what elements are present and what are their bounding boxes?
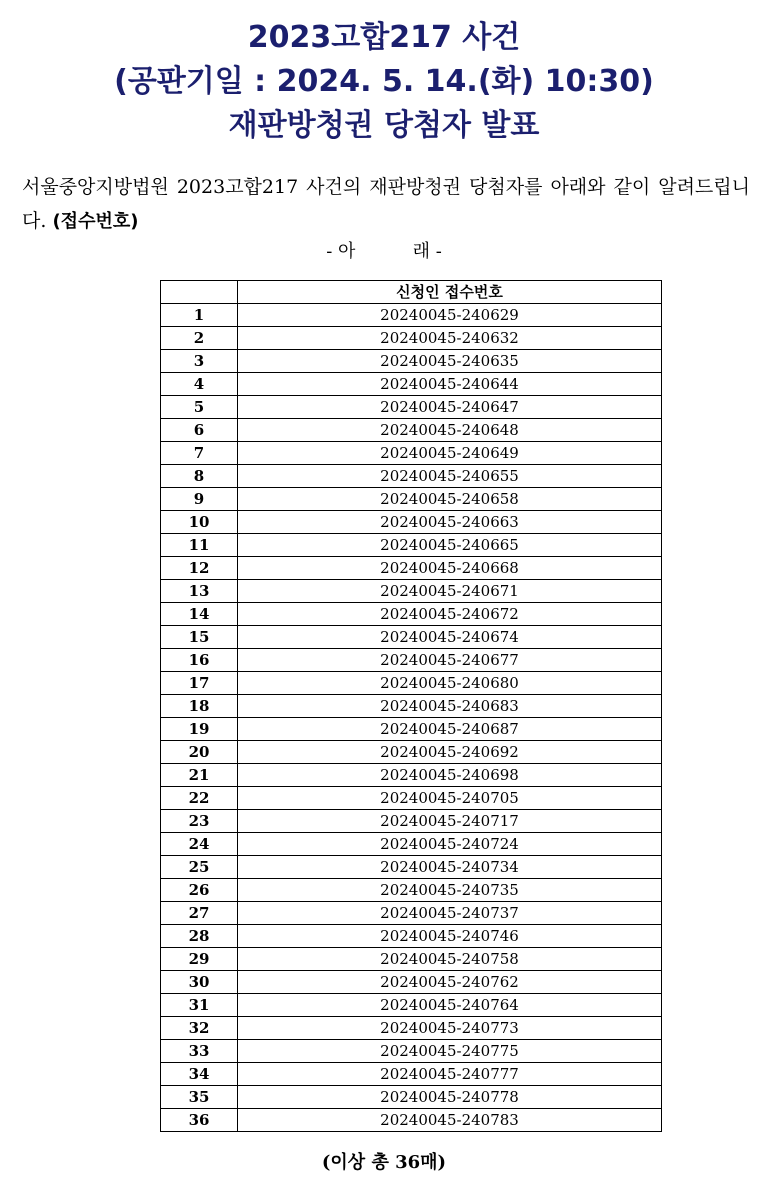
row-number: 7	[161, 442, 238, 465]
row-number: 18	[161, 695, 238, 718]
receipt-number: 20240045-240635	[238, 350, 662, 373]
receipt-number: 20240045-240671	[238, 580, 662, 603]
row-number: 2	[161, 327, 238, 350]
row-number: 24	[161, 833, 238, 856]
table-row	[161, 948, 662, 971]
table-row	[161, 810, 662, 833]
table-row	[161, 373, 662, 396]
receipt-number: 20240045-240658	[238, 488, 662, 511]
row-number: 9	[161, 488, 238, 511]
receipt-number: 20240045-240773	[238, 1017, 662, 1040]
title-announcement: 재판방청권 당첨자 발표	[228, 108, 540, 143]
row-number: 6	[161, 419, 238, 442]
row-number: 10	[161, 511, 238, 534]
receipt-number: 20240045-240644	[238, 373, 662, 396]
receipt-number: 20240045-240758	[238, 948, 662, 971]
receipt-number: 20240045-240668	[238, 557, 662, 580]
table-row	[161, 718, 662, 741]
intro-text: 서울중앙지방법원 2023고합217 사건의 재판방청권 당첨자를 아래와 같이 알려드립니다.	[22, 176, 750, 232]
table-body	[161, 304, 662, 1132]
row-number: 28	[161, 925, 238, 948]
receipt-number: 20240045-240764	[238, 994, 662, 1017]
table-row	[161, 1040, 662, 1063]
table-row	[161, 695, 662, 718]
receipt-number: 20240045-240648	[238, 419, 662, 442]
table-row	[161, 603, 662, 626]
table-row	[161, 787, 662, 810]
receipt-number: 20240045-240705	[238, 787, 662, 810]
table-row	[161, 833, 662, 856]
table-row	[161, 879, 662, 902]
row-number: 26	[161, 879, 238, 902]
row-number: 32	[161, 1017, 238, 1040]
table-row	[161, 511, 662, 534]
receipt-number: 20240045-240674	[238, 626, 662, 649]
row-number: 34	[161, 1063, 238, 1086]
row-number: 33	[161, 1040, 238, 1063]
below-label: - 아 래 -	[326, 241, 442, 262]
receipt-number: 20240045-240663	[238, 511, 662, 534]
intro-bold-suffix: (접수번호)	[52, 211, 139, 232]
row-number: 22	[161, 787, 238, 810]
row-number: 12	[161, 557, 238, 580]
row-number: 8	[161, 465, 238, 488]
receipt-number: 20240045-240665	[238, 534, 662, 557]
row-number: 13	[161, 580, 238, 603]
receipt-number: 20240045-240680	[238, 672, 662, 695]
receipt-number: 20240045-240717	[238, 810, 662, 833]
receipt-number: 20240045-240649	[238, 442, 662, 465]
receipt-number: 20240045-240734	[238, 856, 662, 879]
table-row	[161, 465, 662, 488]
footer-total: (이상 총 36매)	[321, 1152, 447, 1173]
row-number: 27	[161, 902, 238, 925]
receipt-number: 20240045-240746	[238, 925, 662, 948]
table-row	[161, 1109, 662, 1132]
table-row	[161, 741, 662, 764]
header-receipt-number: 신청인 접수번호	[238, 281, 662, 304]
receipt-number: 20240045-240778	[238, 1086, 662, 1109]
header-number	[161, 281, 238, 304]
table-row	[161, 902, 662, 925]
row-number: 31	[161, 994, 238, 1017]
table-row	[161, 1063, 662, 1086]
row-number: 36	[161, 1109, 238, 1132]
table-row	[161, 1086, 662, 1109]
receipt-number: 20240045-240777	[238, 1063, 662, 1086]
table-row	[161, 649, 662, 672]
row-number: 20	[161, 741, 238, 764]
row-number: 5	[161, 396, 238, 419]
row-number: 11	[161, 534, 238, 557]
table-row	[161, 534, 662, 557]
receipt-number: 20240045-240735	[238, 879, 662, 902]
row-number: 19	[161, 718, 238, 741]
intro-paragraph	[22, 170, 750, 239]
receipt-number: 20240045-240683	[238, 695, 662, 718]
receipt-number: 20240045-240692	[238, 741, 662, 764]
receipt-number: 20240045-240737	[238, 902, 662, 925]
title-hearing-date: (공판기일 : 2024. 5. 14.(화) 10:30)	[114, 64, 654, 99]
row-number: 1	[161, 304, 238, 327]
receipt-number: 20240045-240698	[238, 764, 662, 787]
receipt-number: 20240045-240629	[238, 304, 662, 327]
row-number: 29	[161, 948, 238, 971]
row-number: 15	[161, 626, 238, 649]
table-row	[161, 764, 662, 787]
table-row	[161, 1017, 662, 1040]
row-number: 14	[161, 603, 238, 626]
table-row	[161, 557, 662, 580]
row-number: 16	[161, 649, 238, 672]
winners-table	[160, 280, 662, 1132]
table-row	[161, 442, 662, 465]
table-row	[161, 350, 662, 373]
table-row	[161, 856, 662, 879]
table-row	[161, 396, 662, 419]
row-number: 23	[161, 810, 238, 833]
table-row	[161, 925, 662, 948]
row-number: 21	[161, 764, 238, 787]
table-row	[161, 304, 662, 327]
table-row	[161, 327, 662, 350]
table-row	[161, 994, 662, 1017]
row-number: 30	[161, 971, 238, 994]
table-row	[161, 488, 662, 511]
receipt-number: 20240045-240724	[238, 833, 662, 856]
table-row	[161, 419, 662, 442]
receipt-number: 20240045-240672	[238, 603, 662, 626]
receipt-number: 20240045-240655	[238, 465, 662, 488]
row-number: 25	[161, 856, 238, 879]
receipt-number: 20240045-240762	[238, 971, 662, 994]
receipt-number: 20240045-240677	[238, 649, 662, 672]
title-case-number: 2023고합217 사건	[247, 20, 521, 55]
table-row	[161, 580, 662, 603]
row-number: 35	[161, 1086, 238, 1109]
table-row	[161, 971, 662, 994]
table-header-row	[161, 281, 662, 304]
receipt-number: 20240045-240687	[238, 718, 662, 741]
receipt-number: 20240045-240775	[238, 1040, 662, 1063]
receipt-number: 20240045-240632	[238, 327, 662, 350]
row-number: 17	[161, 672, 238, 695]
table-row	[161, 626, 662, 649]
receipt-number: 20240045-240647	[238, 396, 662, 419]
table-row	[161, 672, 662, 695]
receipt-number: 20240045-240783	[238, 1109, 662, 1132]
row-number: 4	[161, 373, 238, 396]
row-number: 3	[161, 350, 238, 373]
